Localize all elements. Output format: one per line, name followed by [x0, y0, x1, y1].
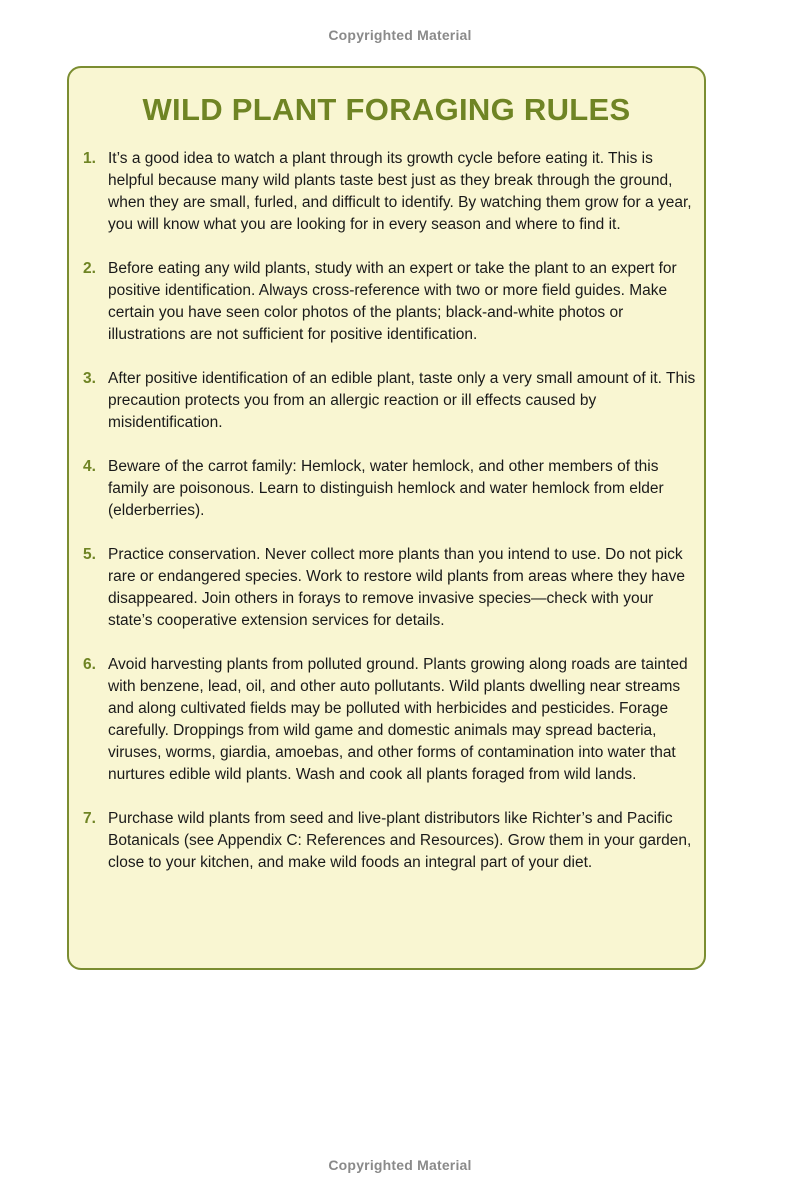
rules-list: [83, 148, 701, 896]
rule-text: Avoid harvesting plants from polluted ground. Plants growing along roads are tainted with benzene, lead, oil, and other auto pollutants. Wild plants dwelling near streams and along cultivated fields may be polluted with herbicides and pesticides. Forage carefully. Droppings from wild game and domestic animals may spread bacteria, viruses, worms, giardia, amoebas, and other forms of contamination into water that nurtures edible wild plants. Wash and cook all plants foraged from wild lands.: [108, 656, 688, 783]
rule-number: 7.: [83, 810, 96, 827]
rule-number: 1.: [83, 150, 96, 167]
rule-item-5: [83, 544, 701, 632]
rule-number: 5.: [83, 546, 96, 563]
rule-text: After positive identification of an edible plant, taste only a very small amount of it. This precaution protects you from an allergic reaction or ill effects caused by misidentification.: [108, 370, 696, 431]
rule-text: Before eating any wild plants, study with an expert or take the plant to an expert for positive identification. Always cross-reference with two or more field guides. Make certain you have seen color photos of the plants; black-and-white photos or illustrations are not sufficient for positive identification.: [108, 260, 677, 343]
rule-text: Practice conservation. Never collect more plants than you intend to use. Do not pick rare or endangered species. Work to restore wild plants from areas where they have disappeared. Join others in forays to remove invasive species—check with your state’s cooperative extension services for details.: [108, 546, 685, 629]
rule-number: 2.: [83, 260, 96, 277]
rule-text: Beware of the carrot family: Hemlock, water hemlock, and other members of this family are poisonous. Learn to distinguish hemlock and water hemlock from elder (elderberries).: [108, 458, 664, 519]
rule-item-4: [83, 456, 701, 522]
rule-number: 3.: [83, 370, 96, 387]
rule-text: It’s a good idea to watch a plant through its growth cycle before eating it. This is helpful because many wild plants taste best just as they break through the ground, when they are small, furled, and difficult to identify. By watching them grow for a year, you will know what you are looking for in every season and where to find it.: [108, 150, 692, 233]
rule-item-2: [83, 258, 701, 346]
foraging-rules-box: [67, 66, 706, 970]
rule-item-3: [83, 368, 701, 434]
rule-text: Purchase wild plants from seed and live-plant distributors like Richter’s and Pacific Botanicals (see Appendix C: References and Resources). Grow them in your garden, close to your kitchen, and make wild foods an integral part of your diet.: [108, 810, 692, 871]
copyright-notice-bottom: Copyrighted Material: [328, 1157, 472, 1173]
copyright-notice-top: Copyrighted Material: [328, 27, 472, 43]
rule-item-1: [83, 148, 701, 236]
rule-item-7: [83, 808, 701, 874]
box-title: WILD PLANT FORAGING RULES: [142, 92, 631, 127]
rule-number: 6.: [83, 656, 96, 673]
rule-item-6: [83, 654, 701, 786]
rule-number: 4.: [83, 458, 96, 475]
